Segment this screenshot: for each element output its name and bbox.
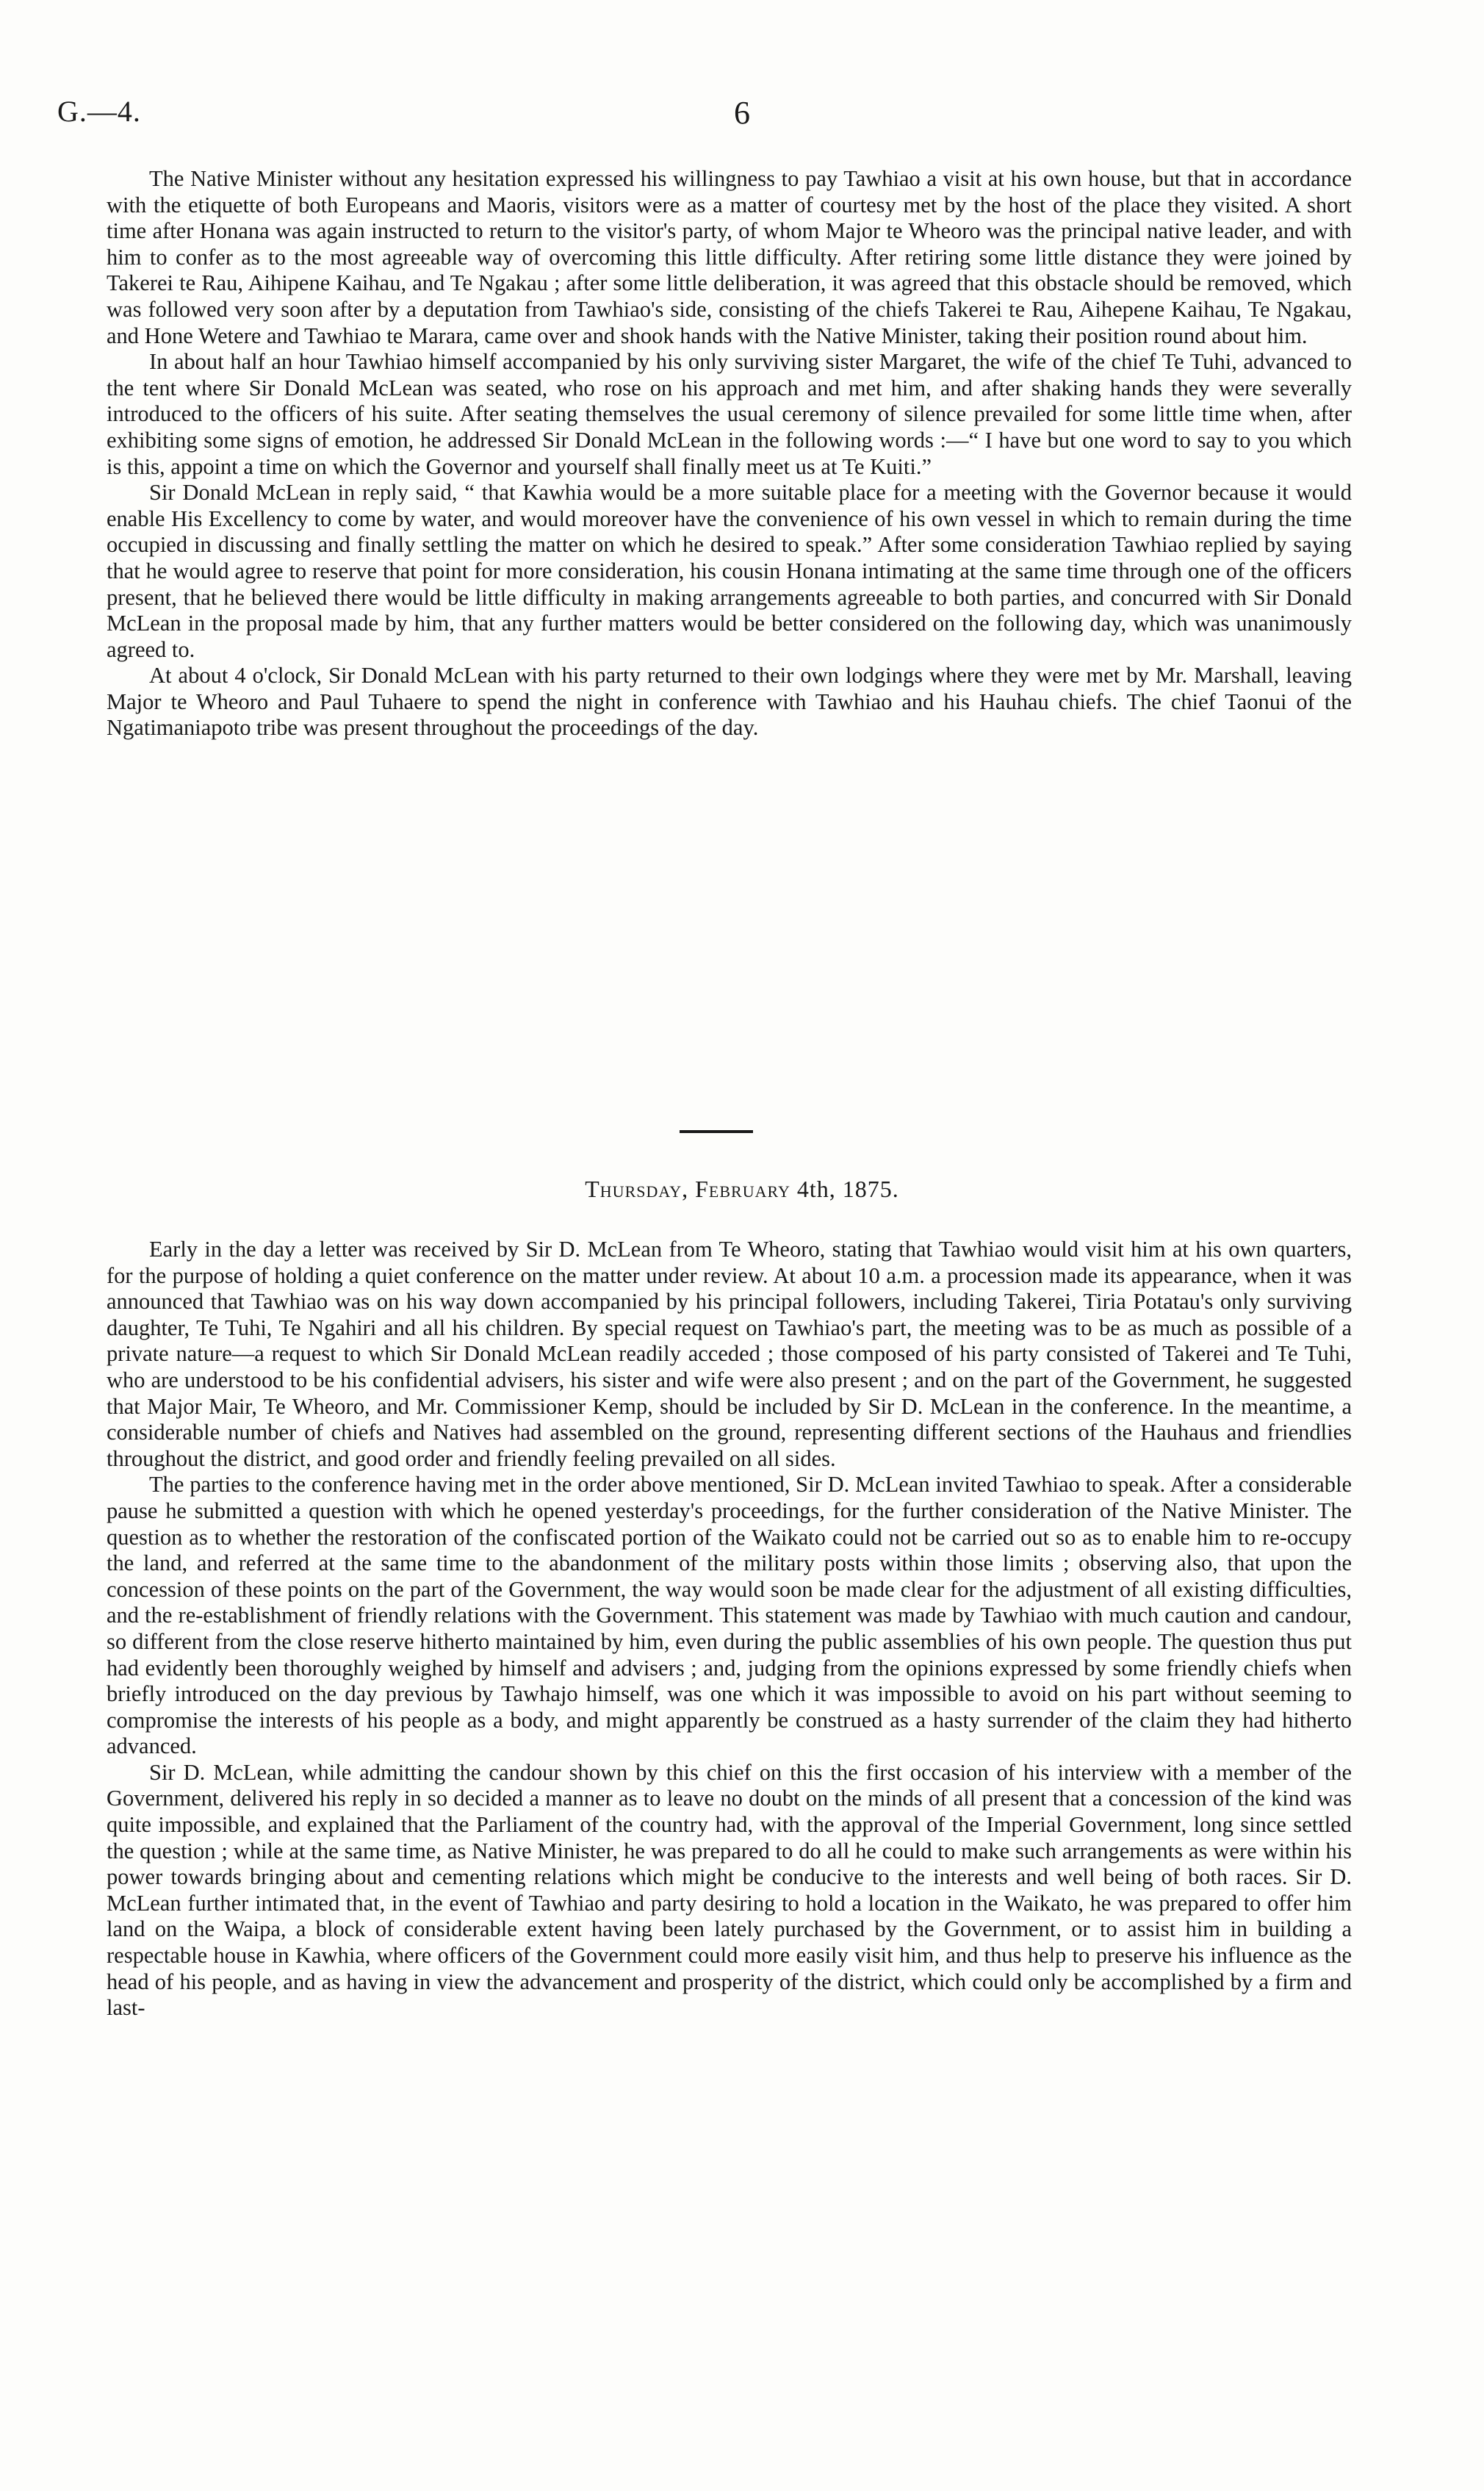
paragraph: Early in the day a letter was received by Sir D. McLean from Te Wheoro, stating that Tawhiao would visit him at his own quarters, for the purpose of holding a quiet conference on the matter under review. At about 10 a.m. a procession made its appearance, when it was announced that Tawhiao was on his way down accompanied by his principal followers, including Takerei, Tiria Potatau's only surviving daughter, Te Tuhi, Te Ngahiri and all his children. By special request on Tawhiao's part, the meeting was to be as much as possible of a private nature—a request to which Sir Donald McLean readily acceded ; those composed of his party consisted of Takerei and Te Tuhi, who are understood to be his confidential advisers, his sister and wife were also present ; and on the part of the Government, he suggested that Major Mair, Te Wheoro, and Mr. Commissioner Kemp, should be included by Sir D. McLean in the conference. In the meantime, a considerable number of chiefs and Natives had assembled on the ground, representing different sections of the Hauhaus and friendlies throughout the district, and good order and friendly feeling prevailed on all sides. — [107, 1237, 1352, 1471]
paragraph: Sir Donald McLean in reply said, “ that Kawhia would be a more suitable place for a meeting with the Governor because it would enable His Excellency to come by water, and would moreover have the convenience of his own vessel in which to remain during the time occupied in discussing and finally settling the matter on which he desired to speak.” After some consideration Tawhiao replied by saying that he would agree to reserve that point for more consideration, his cousin Honana intimating at the same time through one of the officers present, that he believed there would be little difficulty in making arrangements agreeable to both parties, and concurred with Sir Donald McLean in the proposal made by him, that any further matters would be better considered on the following day, which was unanimously agreed to. — [107, 480, 1352, 662]
section-divider — [680, 1130, 753, 1133]
page-number: 6 — [734, 95, 750, 131]
date-heading-day: Thursday, — [585, 1176, 689, 1202]
page-header — [57, 94, 1427, 138]
paragraph: At about 4 o'clock, Sir Donald McLean with his party returned to their own lodgings where they were met by Mr. Marshall, leaving Major te Wheoro and Paul Tuhaere to spend the night in conference with Tawhiao and his Hauhau chiefs. The chief Taonui of the Ngatimaniapoto tribe was present throughout the proceedings of the day. — [107, 663, 1352, 741]
date-heading-month: February — [695, 1176, 790, 1202]
date-heading — [0, 1176, 1484, 1203]
paragraph: The Native Minister without any hesitation expressed his willingness to pay Tawhiao a visit at his own house, but that in accordance with the etiquette of both Europeans and Maoris, visitors were as a matter of courtesy met by the host of the place they visited. A short time after Honana was again instructed to return to the visitor's party, of whom Major te Wheoro was the principal native leader, and with him to confer as to the most agreeable way of overcoming this little difficulty. After retiring some little distance they were joined by Takerei te Rau, Aihipene Kaihau, and Te Ngakau ; after some little deliberation, it was agreed that this obstacle should be removed, which was followed very soon after by a deputation from Tawhiao's side, consisting of the chiefs Takerei te Rau, Aihepene Kaihau, Te Ngakau, and Hone Wetere and Tawhiao te Marara, came over and shook hands with the Native Minister, taking their position round about him. — [107, 166, 1352, 348]
paragraph: The parties to the conference having met in the order above mentioned, Sir D. McLean invited Tawhiao to speak. After a considerable pause he submitted a question with which he opened yesterday's proceedings, for the further consideration of the Native Minister. The question as to whether the restoration of the confiscated portion of the Waikato could not be carried out so as to enable him to re-occupy the land, and referred at the same time to the abandonment of the military posts within those limits ; observing also, that upon the concession of these points on the part of the Government, the way would soon be made clear for the adjustment of all existing difficulties, and the re-establishment of friendly relations with the Government. This statement was made by Tawhiao with much caution and candour, so different from the close reserve hitherto maintained by him, even during the public assemblies of his own people. The question thus put had evidently been thoroughly weighed by himself and advisers ; and, judging from the opinions expressed by some friendly chiefs when briefly introduced on the day previous by Tawhajo himself, was one which it was impossible to avoid on his part without seeming to compromise the interests of his people as a body, and might apparently be construed as a hasty surrender of the claim they had hitherto advanced. — [107, 1472, 1352, 1759]
paragraph: In about half an hour Tawhiao himself accompanied by his only surviving sister Margaret, the wife of the chief Te Tuhi, advanced to the tent where Sir Donald McLean was seated, who rose on his approach and met him, and after shaking hands they were severally introduced to the officers of his suite. After seating themselves the usual ceremony of silence prevailed for some little time when, after exhibiting some signs of emotion, he addressed Sir Donald McLean in the following words :—“ I have but one word to say to you which is this, appoint a time on which the Governor and yourself shall finally meet us at Te Kuiti.” — [107, 349, 1352, 479]
document-reference: G.—4. — [57, 95, 141, 128]
paragraph: Sir D. McLean, while admitting the candour shown by this chief on this the first occasion of his interview with a member of the Government, delivered his reply in so decided a manner as to leave no doubt on the minds of all present that a concession of the kind was quite impossible, and explained that the Parliament of the country had, with the approval of the Imperial Government, long since settled the question ; while at the same time, as Native Minister, he was prepared to do all he could to make such arrangements as were within his power towards bringing about and cementing relations which might be conducive to the interests and well being of both races. Sir D. McLean further intimated that, in the event of Tawhiao and party desiring to hold a location in the Waikato, he was prepared to offer him land on the Waipa, a block of considerable extent having been lately purchased by the Government, or to assist him in building a respectable house in Kawhia, where officers of the Government could more easily visit him, and thus help to preserve his influence as the head of his people, and as having in view the advancement and prosperity of the district, which could only be accomplished by a firm and last- — [107, 1759, 1352, 2021]
section-thursday-february-4th — [107, 1237, 1352, 2021]
section-february-3rd-proceedings — [107, 166, 1352, 741]
date-heading-rest: 4th, 1875. — [796, 1176, 899, 1202]
